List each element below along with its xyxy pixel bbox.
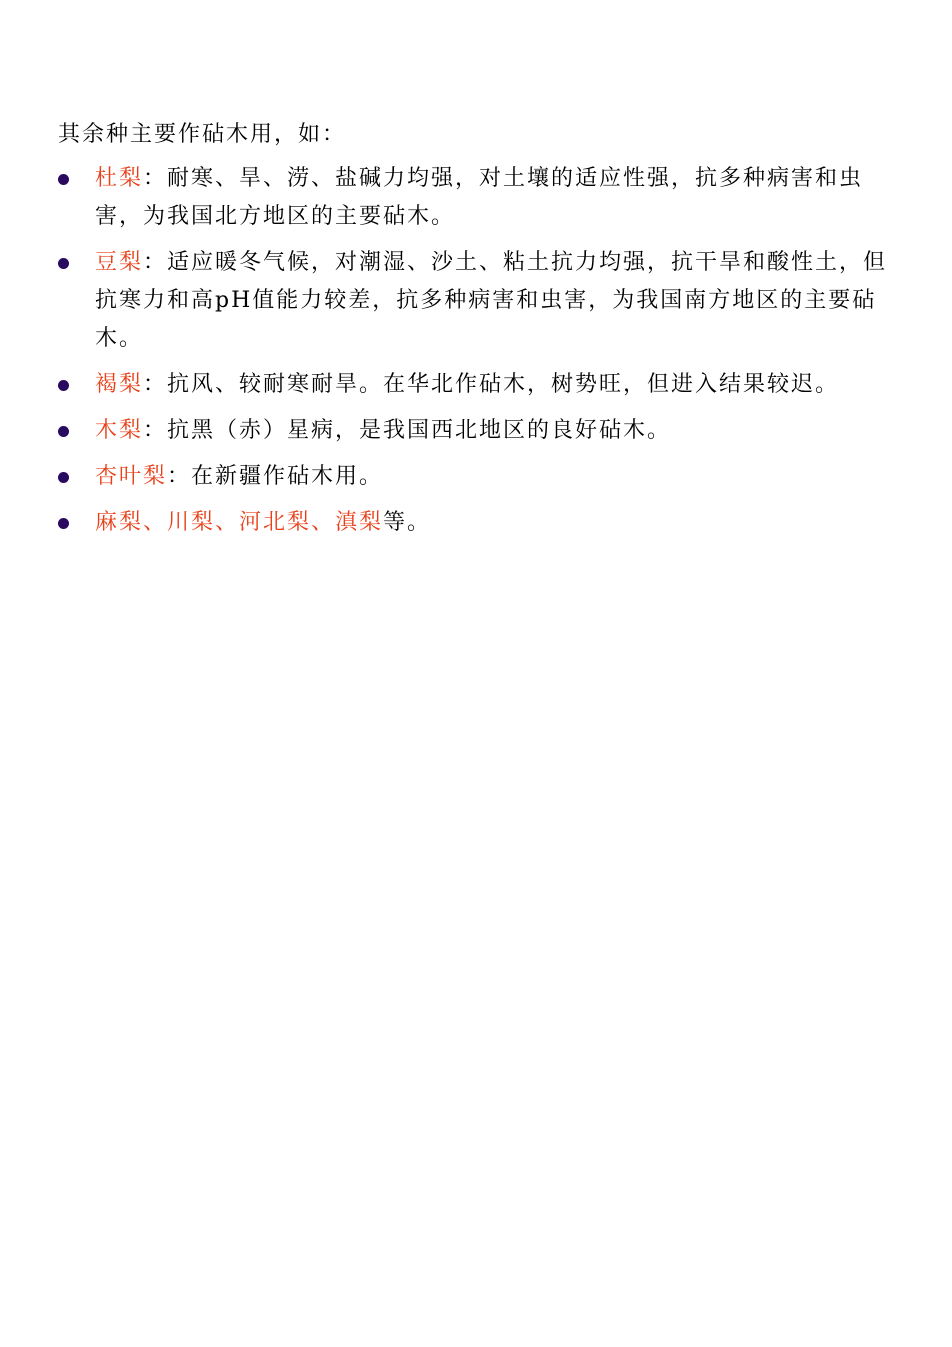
item-term: 杜梨 [95, 166, 144, 191]
item-term: 麻梨、川梨、河北梨、滇梨 [95, 510, 384, 535]
bullet-icon [58, 380, 69, 391]
item-text: ：抗黑（赤）星病，是我国西北地区的良好砧木。 [143, 418, 672, 443]
bullet-icon [58, 426, 69, 437]
rootstock-list [58, 160, 906, 550]
bullet-icon [58, 518, 69, 529]
list-item [58, 366, 906, 404]
list-item [58, 412, 906, 450]
item-term: 杏叶梨 [95, 464, 168, 489]
list-item [58, 244, 906, 358]
item-text: ：抗风、较耐寒耐旱。在华北作砧木，树势旺，但进入结果较迟。 [143, 372, 840, 397]
item-text: ：在新疆作砧木用。 [167, 464, 384, 489]
bullet-icon [58, 174, 69, 185]
intro-text: 其余种主要作砧木用，如： [58, 122, 347, 147]
item-text: ：适应暖冬气候，对潮湿、沙土、粘土抗力均强，抗干旱和酸性土，但抗寒力和高pH值能力较差，抗多种病害和虫害，为我国南方地区的主要砧木。 [95, 250, 888, 351]
bullet-icon [58, 258, 69, 269]
list-item [58, 458, 906, 496]
list-item [58, 160, 906, 236]
bullet-icon [58, 472, 69, 483]
item-text: 等。 [383, 510, 432, 535]
item-text: ：耐寒、旱、涝、盐碱力均强，对土壤的适应性强，抗多种病害和虫害，为我国北方地区的主要砧木。 [95, 166, 864, 229]
list-item [58, 504, 906, 542]
item-term: 褐梨 [95, 372, 144, 397]
item-term: 木梨 [95, 418, 144, 443]
item-term: 豆梨 [95, 250, 144, 275]
